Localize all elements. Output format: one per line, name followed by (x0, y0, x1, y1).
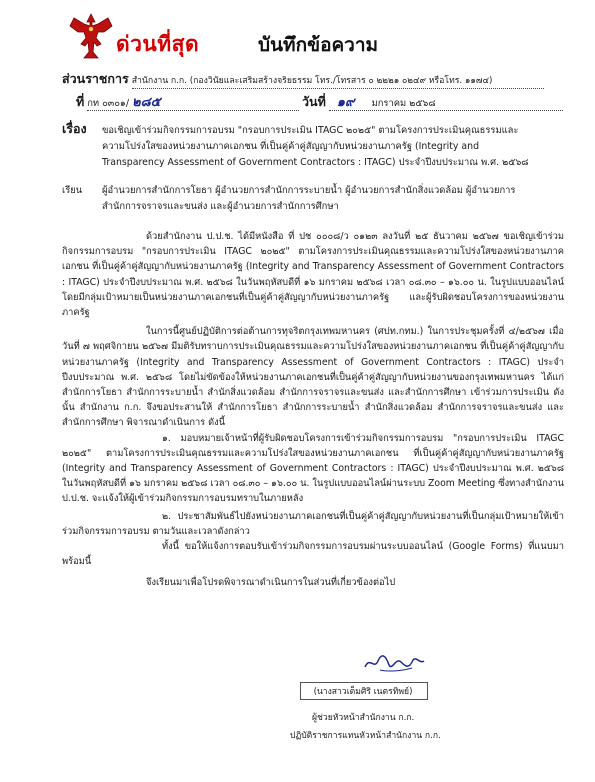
to-line-2: สำนักการจราจรและขนส่ง และผู้อำนวยการสำนักการศึกษา (102, 201, 339, 212)
agency-label: ส่วนราชการ (62, 71, 129, 86)
agency-row (62, 72, 544, 89)
subject-label: เรื่อง (62, 121, 87, 136)
ref-prefix: กท ๐๓๐๑/ (87, 98, 130, 109)
closing-line: จึงเรียนมาเพื่อโปรดพิจารณาดำเนินการในส่วนที่เกี่ยวข้องต่อไป (146, 577, 396, 589)
to-label: เรียน (62, 185, 83, 196)
subject-line-2: ความโปร่งใสของหน่วยงานภาคเอกชน ที่เป็นคู่ค้าคู่สัญญากับหน่วยงานภาครัฐ (Integrity and (102, 141, 480, 152)
subject-line-1: ขอเชิญเข้าร่วมกิจกรรมการอบรม "กรอบการประเมิน ITAGC ๒๐๒๕" ตามโครงการประเมินคุณธรรมและ (102, 125, 519, 136)
date-value (329, 96, 563, 111)
paragraph-context: ในการนี้ศูนย์ปฏิบัติการต่อต้านการทุจริตกรุงเทพมหานคร (ศปท.กทม.) ในการประชุมครั้งที่ ๔/๒๕๖๗ เมื่อวันที่ ๗ พฤศจิกายน ๒๕๖๗ มีมติรับทราบการประเมินคุณธรรมและความโปร่งใสของหน่วยงานภาคเอกชน ที่เป็นคู่ค้าคู่สัญญากับหน่วยงานภาครัฐ (Integrity and Transparency Assessment of Government Contractors : ITAGC) ประจำปีงบประมาณ พ.ศ. ๒๕๖๘ โดยไม่ขัดข้องให้หน่วยงานภาคเอกชนที่เป็นคู่ค้าคู่สัญญากับหน่วยงานของกรุงเทพมหานคร ได้แก่ สำนักการโยธา สำนักการระบายน้ำ สำนักสิ่งแวดล้อม สำนักการจราจรและขนส่ง และสำนักการศึกษา เข้าร่วมการประเมิน ดังนั้น สำนักงาน ก.ก. จึงขอประสานให้ สำนักการโยธา สำนักการระบายน้ำ สำนักสิ่งแวดล้อม สำนักการจราจรและขนส่ง และสำนักการศึกษา พิจารณาดำเนินการ ดังนี้ (62, 326, 564, 429)
action-item-1: ๑. มอบหมายเจ้าหน้าที่ผู้รับผิดชอบโครงการเข้าร่วมกิจกรรมการอบรม "กรอบการประเมิน ITAGC ๒๐๒๕" ตามโครงการประเมินคุณธรรมและความโปร่งใสของหน่วยงานภาคเอกชน ที่เป็นคู่ค้าคู่สัญญากับหน่วยงานภาครัฐ (Integrity and Transparency Assessment of Government Contractors : ITAGC) ประจำปีงบประมาณ พ.ศ. ๒๕๖๘ ในวันพฤหัสบดีที่ ๑๖ มกราคม ๒๕๖๘ เวลา ๐๘.๓๐ – ๑๖.๐๐ น. ในรูปแบบออนไลน์ผ่านระบบ Zoom Meeting ซึ่งทางสำนักงาน ป.ป.ช. จะแจ้งให้ผู้เข้าร่วมกิจกรรมการอบรมทราบในภายหลัง (62, 432, 564, 505)
date-row (302, 95, 563, 111)
ref-number-handwritten: ๒๘๕ (132, 95, 161, 110)
date-month-year: มกราคม ๒๕๖๘ (371, 98, 436, 109)
signer-name: (นางสาวเต็มศิริ เนตรทิพย์) (313, 687, 413, 697)
paragraph-forms: ทั้งนี้ ขอให้แจ้งการตอบรับเข้าร่วมกิจกรรมการอบรมผ่านระบบออนไลน์ (Google Forms) ที่แนบมาพร้อมนี้ (62, 541, 564, 568)
ref-value (87, 96, 299, 111)
paragraph-intro: ด้วยสำนักงาน ป.ป.ช. ได้มีหนังสือ ที่ ปช ๐๐๐๘/ว ๐๑๒๓ ลงวันที่ ๒๕ ธันวาคม ๒๕๖๗ ขอเชิญเข้าร่วมกิจกรรมการอบรม "กรอบการประเมิน ITAGC ๒๐๒๕" ตามโครงการประเมินคุณธรรมและความโปร่งใสของหน่วยงานภาคเอกชน ที่เป็นคู่ค้าคู่สัญญากับหน่วยงานภาครัฐ (Integrity and Transparency Assessment of Government Contractors : ITAGC) ประจำปีงบประมาณ พ.ศ. ๒๕๖๘ ในวันพฤหัสบดีที่ ๑๖ มกราคม ๒๕๖๘ เวลา ๐๘.๓๐ – ๑๖.๐๐ น. ในรูปแบบออนไลน์โดยมีกลุ่มเป้าหมายเป็นหน่วยงานภาคเอกชนที่เป็นคู่ค้าคู่สัญญากับหน่วยงานภาครัฐ และผู้รับผิดชอบโครงการของหน่วยงานภาครัฐ (62, 231, 564, 319)
handwritten-signature-icon (362, 652, 426, 674)
subject-text (102, 124, 564, 169)
signer-position-1: ผู้ช่วยหัวหน้าสำนักงาน ก.ก. (312, 713, 415, 723)
subject-line-3: Transparency Assessment of Government Contractors : ITAGC) ประจำปีงบประมาณ พ.ศ. ๒๕๖๘ (102, 157, 529, 168)
ref-label: ที่ (76, 94, 85, 109)
agency-value: สำนักงาน ก.ก. (กองวินัยและเสริมสร้างจริยธรรม โทร./โทรสาร ๐ ๒๒๒๑ ๐๒๔๙ หรือโทร. ๑๑๗๔) (132, 75, 544, 89)
to-text (102, 184, 564, 213)
urgent-label: ด่วนที่สุด (116, 32, 200, 56)
signer-position-2: ปฏิบัติราชการแทนหัวหน้าสำนักงาน ก.ก. (290, 731, 441, 741)
body-section (62, 229, 564, 591)
date-label: วันที่ (302, 94, 326, 109)
date-day-handwritten: ๑๙ (336, 95, 355, 110)
to-line-1: ผู้อำนวยการสำนักการโยธา ผู้อำนวยการสำนักการระบายน้ำ ผู้อำนวยการสำนักสิ่งแวดล้อม ผู้อำนวยการ (102, 185, 516, 196)
memo-title: บันทึกข้อความ (258, 34, 379, 56)
ref-row (76, 95, 299, 111)
action-item-2: ๒. ประชาสัมพันธ์ไปยังหน่วยงานภาคเอกชนที่เป็นคู่ค้าคู่สัญญากับหน่วยงานที่เป็นกลุ่มเป้าหมายให้เข้าร่วมกิจกรรมการอบรม ตามวันและเวลาดังกล่าว (62, 510, 564, 537)
garuda-emblem-icon (68, 12, 114, 62)
